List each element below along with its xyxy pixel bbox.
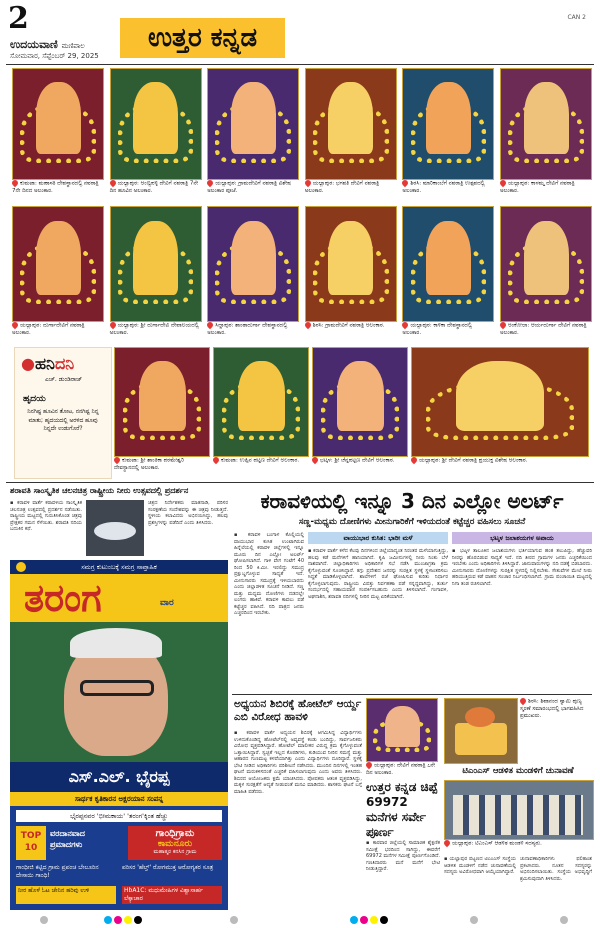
strip-headline: ಶರಾವತಿ ಸಾಂಸ್ಕೃತಿಕ ಚಲನಚಿತ್ರ ರಾಷ್ಟ್ರೀಯ ನೀರು ಉತ್ಸವದಲ್ಲಿ ಪ್ರದರ್ಶನ — [10, 486, 189, 495]
photo-caption: ಶಿರಸಿ: ಗ್ರಾಮದೇವಿಗೆ ನವರಾತ್ರಿ ಅಲಂಕಾರ. — [305, 322, 395, 330]
deity-photo — [110, 206, 202, 322]
deity-figure — [524, 221, 569, 295]
reg-mark — [40, 916, 48, 924]
location-pin-icon — [499, 321, 507, 329]
deity-figure — [385, 706, 420, 746]
ad-cartoon-box: ಗಾಂಧಿಗ್ರಾಮ ಕಾಮನೂರು ಮಹಾತ್ಮರ ಕನಸಿನ ಗ್ರಾಮ — [128, 826, 222, 860]
story4-photo-caption: ಶಿರಸಿ: ಶಿವಾನಂದ ಸ್ವಾಮಿ ಪುಣ್ಯ ಸ್ಮರಣೆ ಸಮಾರಂಭದಲ್ಲಿ ಭಾಗವಹಿಸಿದ ಪ್ರಮುಖರು. — [520, 698, 584, 719]
story4-text-2: ಚುನಾವಣಾಧಿಕಾರಿಗಳು ಫಲಿತಾಂಶ ಪ್ರಕಟಿಸಿದರು. ನೂತನ ಸದಸ್ಯರನ್ನು ಅಭಿನಂದಿಸಲಾಯಿತು. ಸಂಸ್ಥೆಯ ಅಭಿವೃದ್ಧಿಗೆ ಶ್ರಮಿಸುವುದಾಗಿ ತಿಳಿಸಿದರು. — [520, 856, 592, 882]
photo-caption: ಕುಮಟಾ: ಉಪ್ಪಿನ ಪಟ್ಟಣ ದೇವಿಗೆ ಅಲಂಕಾರ. — [213, 457, 307, 465]
photo-caption: ಯಲ್ಲಾಪುರ: ಶ್ರೀ ದುರ್ಗಾದೇವಿ ದೇವಾಲಯದಲ್ಲಿ ಅಲಂಕಾರ. — [109, 322, 199, 336]
deity-photo — [500, 206, 592, 322]
photo-caption: ಯಲ್ಲಾಪುರ: ಅಂಬ್ಲಿಪಳ್ಳಿ ದೇವಿಗೆ ನವರಾತ್ರಿ 7ನೇ ದಿನ ಹೂವಿನ ಅಲಂಕಾರ. — [109, 180, 199, 194]
reg-mark — [470, 916, 478, 924]
main-rule — [232, 694, 592, 695]
ad-item-2: ಪರಿಸರ 'ಹೆಲ್ತ್' ರೋಗಮುಕ್ತ ಆರೋಗ್ಯಕರ ಸೂತ್ರ — [122, 864, 214, 871]
deity-figure — [337, 361, 384, 431]
location-pin-icon — [206, 321, 214, 329]
main-box-1: ವಾಯುಭಾರ ಕುಸಿತ: ಭಾರೀ ಮಳೆ — [308, 532, 448, 544]
ad-strip: ಭೈರಪ್ಪನವರ 'ಭೀಮಕಾಯ' 'ತರಂಗ'ಕ್ಕಿಂತ ಹೆಚ್ಚು — [16, 810, 222, 822]
deity-photo — [500, 68, 592, 180]
poem-text: ನಿನಗಿಷ್ಟ ಹೂವಿನ ತೋಟ, ನನಗಿಷ್ಟ ನಿನ್ನ ಮಾತು; ಹೃದಯದಲ್ಲಿ ಅರಳಿದ ಹೂವು ನಿನ್ನದೇ ಉಡುಗೊರೆ? — [27, 409, 99, 432]
footer-color-marks — [0, 912, 600, 928]
story2-headline: ಅಧ್ಯಯನ ಶಿಬಿರಕ್ಕೆ ಹೋಟೆಲ್ ಆರ್ಯ್ದ ಎಬಿ ವಿರೋಧ ಹಾವಳಿ — [234, 698, 362, 723]
location-pin-icon — [212, 456, 220, 464]
location-pin-icon — [365, 761, 373, 769]
photo-row-2 — [12, 206, 590, 340]
deity-photo — [402, 68, 494, 180]
portrait-glasses — [80, 680, 154, 696]
taranga-ad — [10, 560, 228, 910]
reg-mark — [350, 916, 358, 924]
honey-dani-title: ●ಹನಿದನಿ — [21, 354, 75, 373]
deity-figure — [231, 82, 276, 154]
deity-figure — [328, 82, 373, 154]
mid-rule — [6, 482, 594, 483]
page-number: 2 — [8, 1, 29, 36]
location-pin-icon-2 — [519, 697, 527, 705]
story4-group-photo — [444, 780, 594, 840]
ad-weekly: ವಾರ — [160, 598, 174, 608]
deity-photo — [12, 206, 104, 322]
ad-top10-badge: TOP 10 — [16, 826, 46, 860]
location-pin-icon — [206, 179, 214, 187]
main-col-2: ▪ ಕರಾವಳಿ ವಾರ್ತೆ ಕಳೆದ ಕೆಲವು ದಿನಗಳಿಂದ ಜಿಲ್ಲೆಯಾದ್ಯಂತ ನಿರಂತರ ಮಳೆಯಾಗುತ್ತಿದ್ದು, ಹಲವು ಕಡೆ ಮನೆಗಳಿಗೆ ಹಾನಿಯಾಗಿದೆ. ಕೃಷಿ ಜಮೀನುಗಳಲ್ಲಿ ನೀರು ನಿಂತು ಬೆಳೆ ನಾಶವಾಗಿದೆ. ಜಿಲ್ಲಾಧಿಕಾರಿಗಳು ಅಧಿಕಾರಿಗಳ ಸಭೆ ನಡೆಸಿ ಮುಂಜಾಗ್ರತಾ ಕ್ರಮ ಕೈಗೊಳ್ಳುವಂತೆ ಸೂಚಿಸಿದ್ದಾರೆ. ತಗ್ಗು ಪ್ರದೇಶದ ಜನರನ್ನು ಸುರಕ್ಷಿತ ಸ್ಥಳಕ್ಕೆ ಸ್ಥಳಾಂತರಿಸಲು ಸಿದ್ಧತೆ ಮಾಡಿಕೊಳ್ಳಲಾಗಿದೆ. ಶಾಲೆಗಳಿಗೆ ರಜೆ ಘೋಷಿಸುವ ಕುರಿತು ನಿರ್ಧಾರ ಕೈಗೊಳ್ಳಲಾಗುವುದು. ರಾಷ್ಟ್ರೀಯ ವಿಪತ್ತು ನಿರ್ವಹಣಾ ಪಡೆ ಸನ್ನದ್ಧವಾಗಿದ್ದು, ತುರ್ತು ಸಂದರ್ಭದಲ್ಲಿ ಸಹಾಯವಾಣಿ ಸಂಪರ್ಕಿಸಬಹುದು ಎಂದು ತಿಳಿಸಲಾಗಿದೆ. ಗಂಗಾವಳಿ, ಅಘನಾಶಿನಿ, ಶರಾವತಿ ನದಿಗಳಲ್ಲಿ ನೀರಿನ ಮಟ್ಟ ಏರಿಕೆಯಾಗಿದೆ. — [308, 548, 448, 600]
main-box-2: ಭಟ್ಕಳ ಜಲಾಶಯಗಳ ಅಪಾಯ — [452, 532, 592, 544]
deity-figure — [36, 221, 81, 295]
location-pin-icon-3 — [443, 839, 451, 847]
ad-item-3: ನೀರ ಹೊಳೆ ಓಟ ಜೇನಿನ ಹರಿವು ಉಳಿ — [16, 886, 116, 904]
deity-figure — [426, 221, 471, 295]
story3-text: ▪ ಕಾರವಾರ ಜಿಲ್ಲೆಯಲ್ಲಿ ಸಾಮಾಜಿಕ ಶೈಕ್ಷಣಿಕ ಸಮೀಕ್ಷೆ ಭರದಿಂದ ಸಾಗಿದ್ದು, ಈವರೆಗೆ 69972 ಮನೆಗಳ ಸಮೀಕ್ಷೆ ಪೂರ್ಣಗೊಂಡಿದೆ. ಗಣತಿದಾರರು ಮನೆ ಮನೆಗೆ ಭೇಟಿ ನೀಡುತ್ತಿದ್ದಾರೆ. — [366, 840, 440, 872]
poem-title: ಹೃದಯ — [23, 394, 46, 404]
location-pin-icon — [11, 179, 19, 187]
reg-mark — [360, 916, 368, 924]
flower-decor — [465, 707, 495, 727]
deity-photo — [305, 68, 397, 180]
ad-portrait — [10, 622, 228, 762]
ad-logo-icon — [16, 562, 26, 572]
deity-photo — [312, 347, 408, 457]
photo-row-3 — [114, 347, 590, 477]
deity-photo — [213, 347, 309, 457]
reg-mark — [380, 916, 388, 924]
strip-photo — [86, 500, 144, 556]
reg-mark — [104, 916, 112, 924]
strip-story-text: ▪ ಕರಾವಳಿ ವಾರ್ತೆ ಕರಾವಳಿಯ ಸಾಂಸ್ಕೃತಿಕ ಚಲನಚಿತ್ರ ಉತ್ಸವದಲ್ಲಿ ಪ್ರದರ್ಶನ ನಡೆಯಿತು. ರಾಷ್ಟ್ರೀಯ ಮಟ್ಟದಲ್ಲಿ ಗುರುತಿಸಿಕೊಂಡ ಚಿತ್ರವು ಪ್ರೇಕ್ಷಕರ ಗಮನ ಸೆಳೆಯಿತು. ಶರಾವತಿ ನದಿಯ ಬದುಕಿನ ಕಥೆ. — [10, 500, 82, 532]
story2-photo-caption: ಯಲ್ಲಾಪುರ: ದೇವಿಗೆ ನವರಾತ್ರಿ ೭ನೇ ದಿನ ಅಲಂಕಾರ. — [366, 762, 436, 776]
ad-person-subtitle: ಸಾರ್ಥಕ ಕೃತಿಕಾರನ ಅಕ್ಷರಯಾನ ಸಂಪನ್ನ — [10, 792, 228, 806]
deity-photo — [305, 206, 397, 322]
deity-figure — [426, 82, 471, 154]
deity-photo — [207, 68, 299, 180]
main-headline: ಕರಾವಳಿಯಲ್ಲಿ ಇನ್ನೂ 3 ದಿನ ಎಲ್ಲೋ ಅಲರ್ಟ್ — [260, 489, 564, 513]
location-pin-icon — [304, 321, 312, 329]
deity-figure — [133, 221, 178, 295]
location-pin-icon — [108, 321, 116, 329]
deity-photo — [12, 68, 104, 180]
reg-mark — [114, 916, 122, 924]
deity-photo — [114, 347, 210, 457]
deity-figure — [238, 361, 285, 431]
ad-masthead: ತರಂಗ — [10, 574, 228, 622]
header-rule — [6, 64, 594, 65]
reg-mark — [370, 916, 378, 924]
reg-mark — [134, 916, 142, 924]
photo-caption: ಕುಮಟಾ: ಶ್ರೀ ಶಾಂತಿಕಾ ಪರಮೇಶ್ವರಿ ದೇವಸ್ಥಾನದಲ್ಲಿ ಅಲಂಕಾರ. — [114, 457, 185, 471]
location-pin-icon — [401, 179, 409, 187]
deity-figure — [456, 361, 544, 431]
story2-photo — [366, 698, 438, 762]
story4-text-1: ▪ ಯಲ್ಲಾಪುರ ಪಟ್ಟಣದ ಟಿಎಂಎಸ್ ಸಂಸ್ಥೆಯ ಆಡಳಿತ ಮಂಡಳಿಗೆ ನಡೆದ ಚುನಾವಣೆಯಲ್ಲಿ ಸದಸ್ಯರು ಅವಿರೋಧವಾಗಿ ಆಯ್ಕೆಯಾಗಿದ್ದಾರೆ. — [444, 856, 516, 875]
story4-headline: ಟಿಎಂಎಸ್ ಆಡಳಿತ ಮಂಡಳಿಗೆ ಚುನಾವಣೆ — [462, 766, 574, 776]
story3-headline: ಉತ್ತರ ಕನ್ನಡ ಚಿಪ್ಪೆ 69972 ಮನೆಗಳ ಸರ್ವೇ ಪೂರ್ಣ — [366, 780, 438, 839]
reg-mark — [230, 916, 238, 924]
ad-person-name: ಎಸ್.ಎಲ್. ಭೈರಪ್ಪ — [10, 762, 228, 792]
photo-caption: ಕುಮಟಾ: ಮಹಾಸತಿ ದೇವಸ್ಥಾನದಲ್ಲಿ ನವರಾತ್ರಿ 7ನೇ ದಿನದ ಅಲಂಕಾರ. — [12, 180, 99, 194]
main-col-3: ▪ ಭಟ್ಕಳ ತಾಲೂಕಿನ ಜಲಾಶಯಗಳು ಭರ್ತಿಯಾಗುವ ಹಂತ ತಲುಪಿದ್ದು, ಹೆಚ್ಚುವರಿ ನೀರನ್ನು ಹೊರಬಿಡುವ ಸಾಧ್ಯತೆ ಇದೆ. ನದಿ ತೀರದ ಗ್ರಾಮಗಳ ಜನರು ಎಚ್ಚರಿಕೆಯಿಂದ ಇರಬೇಕು ಎಂದು ಅಧಿಕಾರಿಗಳು ತಿಳಿಸಿದ್ದಾರೆ. ಜಾನುವಾರುಗಳನ್ನು ನದಿ ದಡಕ್ಕೆ ಬಿಡಬಾರದು. ಮೀನುಗಾರರು ದೋಣಿಗಳನ್ನು ಸುರಕ್ಷಿತ ಸ್ಥಳದಲ್ಲಿ ನಿಲ್ಲಿಸಬೇಕು. ಸೇತುವೆಗಳ ಮೇಲೆ ನೀರು ಹರಿಯುತ್ತಿರುವ ಕಡೆ ವಾಹನ ಸಂಚಾರ ನಿರ್ಬಂಧಿಸಲಾಗಿದೆ. ಗ್ರಾಮ ಪಂಚಾಯಿತಿ ಮಟ್ಟದಲ್ಲಿ ನಿಗಾ ತಂಡ ರಚಿಸಲಾಗಿದೆ. — [452, 548, 592, 587]
location-pin-icon — [499, 179, 507, 187]
portrait-hair — [70, 628, 162, 658]
deity-photo — [207, 206, 299, 322]
reg-mark — [124, 916, 132, 924]
issue-date: ಸೋಮವಾರ, ಸೆಪ್ಟೆಂಬರ್ 29, 2025 — [10, 52, 99, 60]
photo-row-1 — [12, 68, 590, 198]
location-pin-icon — [11, 321, 19, 329]
section-title: ಉತ್ತರ ಕನ್ನಡ — [120, 18, 285, 58]
location-pin-icon — [108, 179, 116, 187]
main-col-1: ▪ ಕರಾವಳಿ ಬಂಗಾಳ ಕೊಲ್ಲಿಯಲ್ಲಿ ವಾಯುಭಾರ ಕುಸಿತ ಉಂಟಾಗಿರುವ ಹಿನ್ನೆಲೆಯಲ್ಲಿ ಕರಾವಳಿ ಜಿಲ್ಲೆಗಳಲ್ಲಿ ಇನ್ನೂ ಮೂರು ದಿನ ಎಲ್ಲೋ ಅಲರ್ಟ್ ಘೋಷಿಸಲಾಗಿದೆ. ಗಾಳಿ ವೇಗ ಗಂಟೆಗೆ 40 ರಿಂದ 50 ಕಿ.ಮೀ. ಇರಲಿದ್ದು ಸಮುದ್ರ ಪ್ರಕ್ಷುಬ್ಧಗೊಳ್ಳುವ ಸಾಧ್ಯತೆ ಇದೆ. ಮೀನುಗಾರರು ಸಮುದ್ರಕ್ಕೆ ಇಳಿಯಬಾರದು ಎಂದು ಜಿಲ್ಲಾಡಳಿತ ಸೂಚನೆ ನೀಡಿದೆ. ಸಣ್ಣ ಮತ್ತು ಮಧ್ಯಮ ದೋಣಿಗಳು ದಡದಲ್ಲೇ ಲಂಗರು ಹಾಕಿವೆ. ಕರಾವಳಿ ಕಾವಲು ಪಡೆ ಕಟ್ಟೆಚ್ಚರ ವಹಿಸಿದೆ. ನದಿ ಪಾತ್ರದ ಜನರು ಎಚ್ಚರದಿಂದ ಇರಬೇಕು. — [234, 532, 304, 616]
location-pin-icon — [113, 456, 121, 464]
photo-caption: ಯಲ್ಲಾಪುರ: ಕಾಳಮ್ಮ ದೇವಿಗೆ ನವರಾತ್ರಿ ಅಲಂಕಾರ. — [500, 180, 575, 194]
photo-caption: ಯಲ್ಲಾಪುರ: ಭಗವತಿ ದೇವಿಗೆ ನವರಾತ್ರಿ ಅಲಂಕಾರ. — [304, 180, 380, 194]
location-pin-icon — [401, 321, 409, 329]
photo-caption: ಶಿರಸಿ: ಮಾರಿಕಾಂಬೆಗೆ ನವರಾತ್ರಿ ಉತ್ಸವದಲ್ಲಿ ಅಲಂಕಾರ. — [402, 180, 485, 194]
location-pin-icon — [410, 456, 418, 464]
main-subhead: ಸಣ್ಣ-ಮಧ್ಯಮ ದೋಣಿಗಳು ಮೀನುಗಾರಿಕೆಗೆ ಇಳಿಯದಂತೆ ಕಟ್ಟೆಚ್ಚರ ವಹಿಸಲು ಸೂಚನೆ — [298, 517, 526, 527]
location-pin-icon — [311, 456, 319, 464]
ad-item-1: ಗಾಂಧೀಜಿ ಕಟ್ಟಿದ ಗ್ರಾಮ ಪ್ರಪಂಚ ಬೇಲೂರಿನ ದೇಸಾಯಿ ಗಾಂಧಿ! — [16, 864, 99, 879]
deity-figure — [524, 82, 569, 154]
photo-caption: ಸಿದ್ದಾಪುರ: ಶಾಂತಾದುರ್ಗಾ ದೇವಸ್ಥಾನದಲ್ಲಿ ಅಲಂಕಾರ. — [207, 322, 288, 336]
photo-caption: ಅಂಕೋಲಾ: ಆರ್ಯದುರ್ಗಾ ದೇವಿಗೆ ನವರಾತ್ರಿ ಅಲಂಕಾರ. — [500, 322, 587, 336]
strip-photo-wave — [94, 522, 136, 540]
group-people — [453, 795, 583, 835]
photo-caption: ಯಲ್ಲಾಪುರ: ಕಾಳಿಕಾ ದೇವಸ್ಥಾನದಲ್ಲಿ ಅಲಂಕಾರ. — [402, 322, 473, 336]
deity-figure — [231, 221, 276, 295]
deity-photo — [110, 68, 202, 180]
brand-name: ಉದಯವಾಣಿ ಮಣಿಪಾಲ — [10, 38, 85, 51]
ad-tagline: ಸಮಗ್ರ ಕುಟುಂಬಕ್ಕೆ ಸಮಗ್ರ ಸಾಪ್ತಾಹಿಕ — [10, 560, 228, 574]
photo-caption: ಭಟ್ಕಳ: ಶ್ರೀ ಚೆನ್ನಪಟ್ಟಣ ದೇವಿಗೆ ಅಲಂಕಾರ. — [312, 457, 406, 465]
drop-icon: ● — [21, 354, 35, 373]
deity-figure — [328, 221, 373, 295]
honey-dani-author: ಎಚ್. ಡುಂಡಿರಾಜ್ — [45, 376, 83, 383]
story4-photo2-caption: ಯಲ್ಲಾಪುರ: ಟಿಎಂಎಸ್ ಆಡಳಿತ ಮಂಡಳಿ ಸದಸ್ಯರು. — [444, 840, 592, 848]
stage-table — [455, 723, 507, 755]
reg-mark — [560, 916, 568, 924]
corner-code: CAN 2 — [567, 14, 586, 21]
photo-caption: ಯಲ್ಲಾಪುರ: ದುರ್ಗಾದೇವಿಗೆ ನವರಾತ್ರಿ ಅಲಂಕಾರ. — [12, 322, 85, 336]
location-pin-icon — [304, 179, 312, 187]
ad-top10-text: ವರದಾನವಾದ ಪ್ರಮಾದಗಳು — [50, 829, 85, 849]
story2-text: ▪ ಕರಾವಳಿ ವಾರ್ತೆ ಅಧ್ಯಯನ ಶಿಬಿರಕ್ಕೆ ಆಗಮಿಸಿದ್ದ ವಿದ್ಯಾರ್ಥಿಗಳು ಉಳಿದುಕೊಂಡಿದ್ದ ಹೋಟೆಲ್‌ನಲ್ಲಿ ಅವ್ಯವಸ್ಥೆ ಕಂಡು ಬಂದಿದ್ದು, ಸಾರ್ವಜನಿಕರು ವಿರೋಧ ವ್ಯಕ್ತಪಡಿಸಿದ್ದಾರೆ. ಹೋಟೆಲ್ ಮಾಲೀಕರ ವಿರುದ್ಧ ಕ್ರಮ ಕೈಗೊಳ್ಳುವಂತೆ ಒತ್ತಾಯಿಸಿದ್ದಾರೆ. ಸ್ವಚ್ಛತೆ ಇಲ್ಲದ ಕೊಠಡಿಗಳು, ಕುಡಿಯುವ ನೀರಿನ ಸಮಸ್ಯೆ ಮತ್ತು ಆಹಾರದ ಗುಣಮಟ್ಟ ಕಳಪೆಯಾಗಿತ್ತು ಎಂದು ವಿದ್ಯಾರ್ಥಿಗಳು ದೂರಿದ್ದಾರೆ. ಸ್ಥಳಕ್ಕೆ ಭೇಟಿ ನೀಡಿದ ಅಧಿಕಾರಿಗಳು ಪರಿಶೀಲನೆ ನಡೆಸಿದರು. ಮುಂದಿನ ದಿನಗಳಲ್ಲಿ ಇಂತಹ ಘಟನೆ ಮರುಕಳಿಸದಂತೆ ಎಚ್ಚರಿಕೆ ವಹಿಸಲಾಗುವುದು ಎಂದು ಅವರು ತಿಳಿಸಿದರು. ಶಿಬಿರದ ಆಯೋಜಕರು ಕ್ಷಮೆ ಯಾಚಿಸಿದರು. ಪೋಷಕರು ಆತಂಕ ವ್ಯಕ್ತಪಡಿಸಿದ್ದು, ಮಕ್ಕಳ ಸುರಕ್ಷತೆಗೆ ಆದ್ಯತೆ ನೀಡುವಂತೆ ಮನವಿ ಮಾಡಿದರು. ಶಾಸಕರು ಘಟನೆ ಬಗ್ಗೆ ಮಾಹಿತಿ ಪಡೆದರು. — [234, 730, 362, 795]
story4-photo — [444, 698, 518, 764]
deity-figure — [133, 82, 178, 154]
strip-story-text-2: ಚಿತ್ರದ ನಿರ್ದೇಶಕರು ಮಾತನಾಡಿ, ಪರಿಸರ ಸಂರಕ್ಷಣೆಯ ಸಂದೇಶವನ್ನು ಈ ಚಿತ್ರವು ನೀಡುತ್ತದೆ. ಸ್ಥಳೀಯ ಕಲಾವಿದರು ಅಭಿನಯಿಸಿದ್ದು, ಹಲವು ಪ್ರಶಸ್ತಿಗಳನ್ನು ಪಡೆದಿದೆ ಎಂದು ತಿಳಿಸಿದರು. — [148, 500, 228, 526]
photo-caption: ಯಲ್ಲಾಪುರ: ಗ್ರಾಮದೇವಿಗೆ ನವರಾತ್ರಿ ವಿಶೇಷ ಅಲಂಕಾರ ಪೂಜೆ. — [207, 180, 291, 194]
deity-photo — [411, 347, 589, 457]
deity-photo — [402, 206, 494, 322]
photo-caption: ಯಲ್ಲಾಪುರ: ಶ್ರೀ ದೇವಿಗೆ ನವರಾತ್ರಿ ಪ್ರಯುಕ್ತ ವಿಶೇಷ ಅಲಂಕಾರ. — [411, 457, 587, 465]
deity-figure — [36, 82, 81, 154]
ad-item-4: HbA1C: ಮಧುಮೇಹಿಗಳ ವಿಶ್ವಾಸಾರ್ಹ ಲೆಕ್ಕಾಚಾರ — [122, 886, 222, 904]
honey-dani-column — [14, 347, 112, 479]
deity-figure — [139, 361, 186, 431]
